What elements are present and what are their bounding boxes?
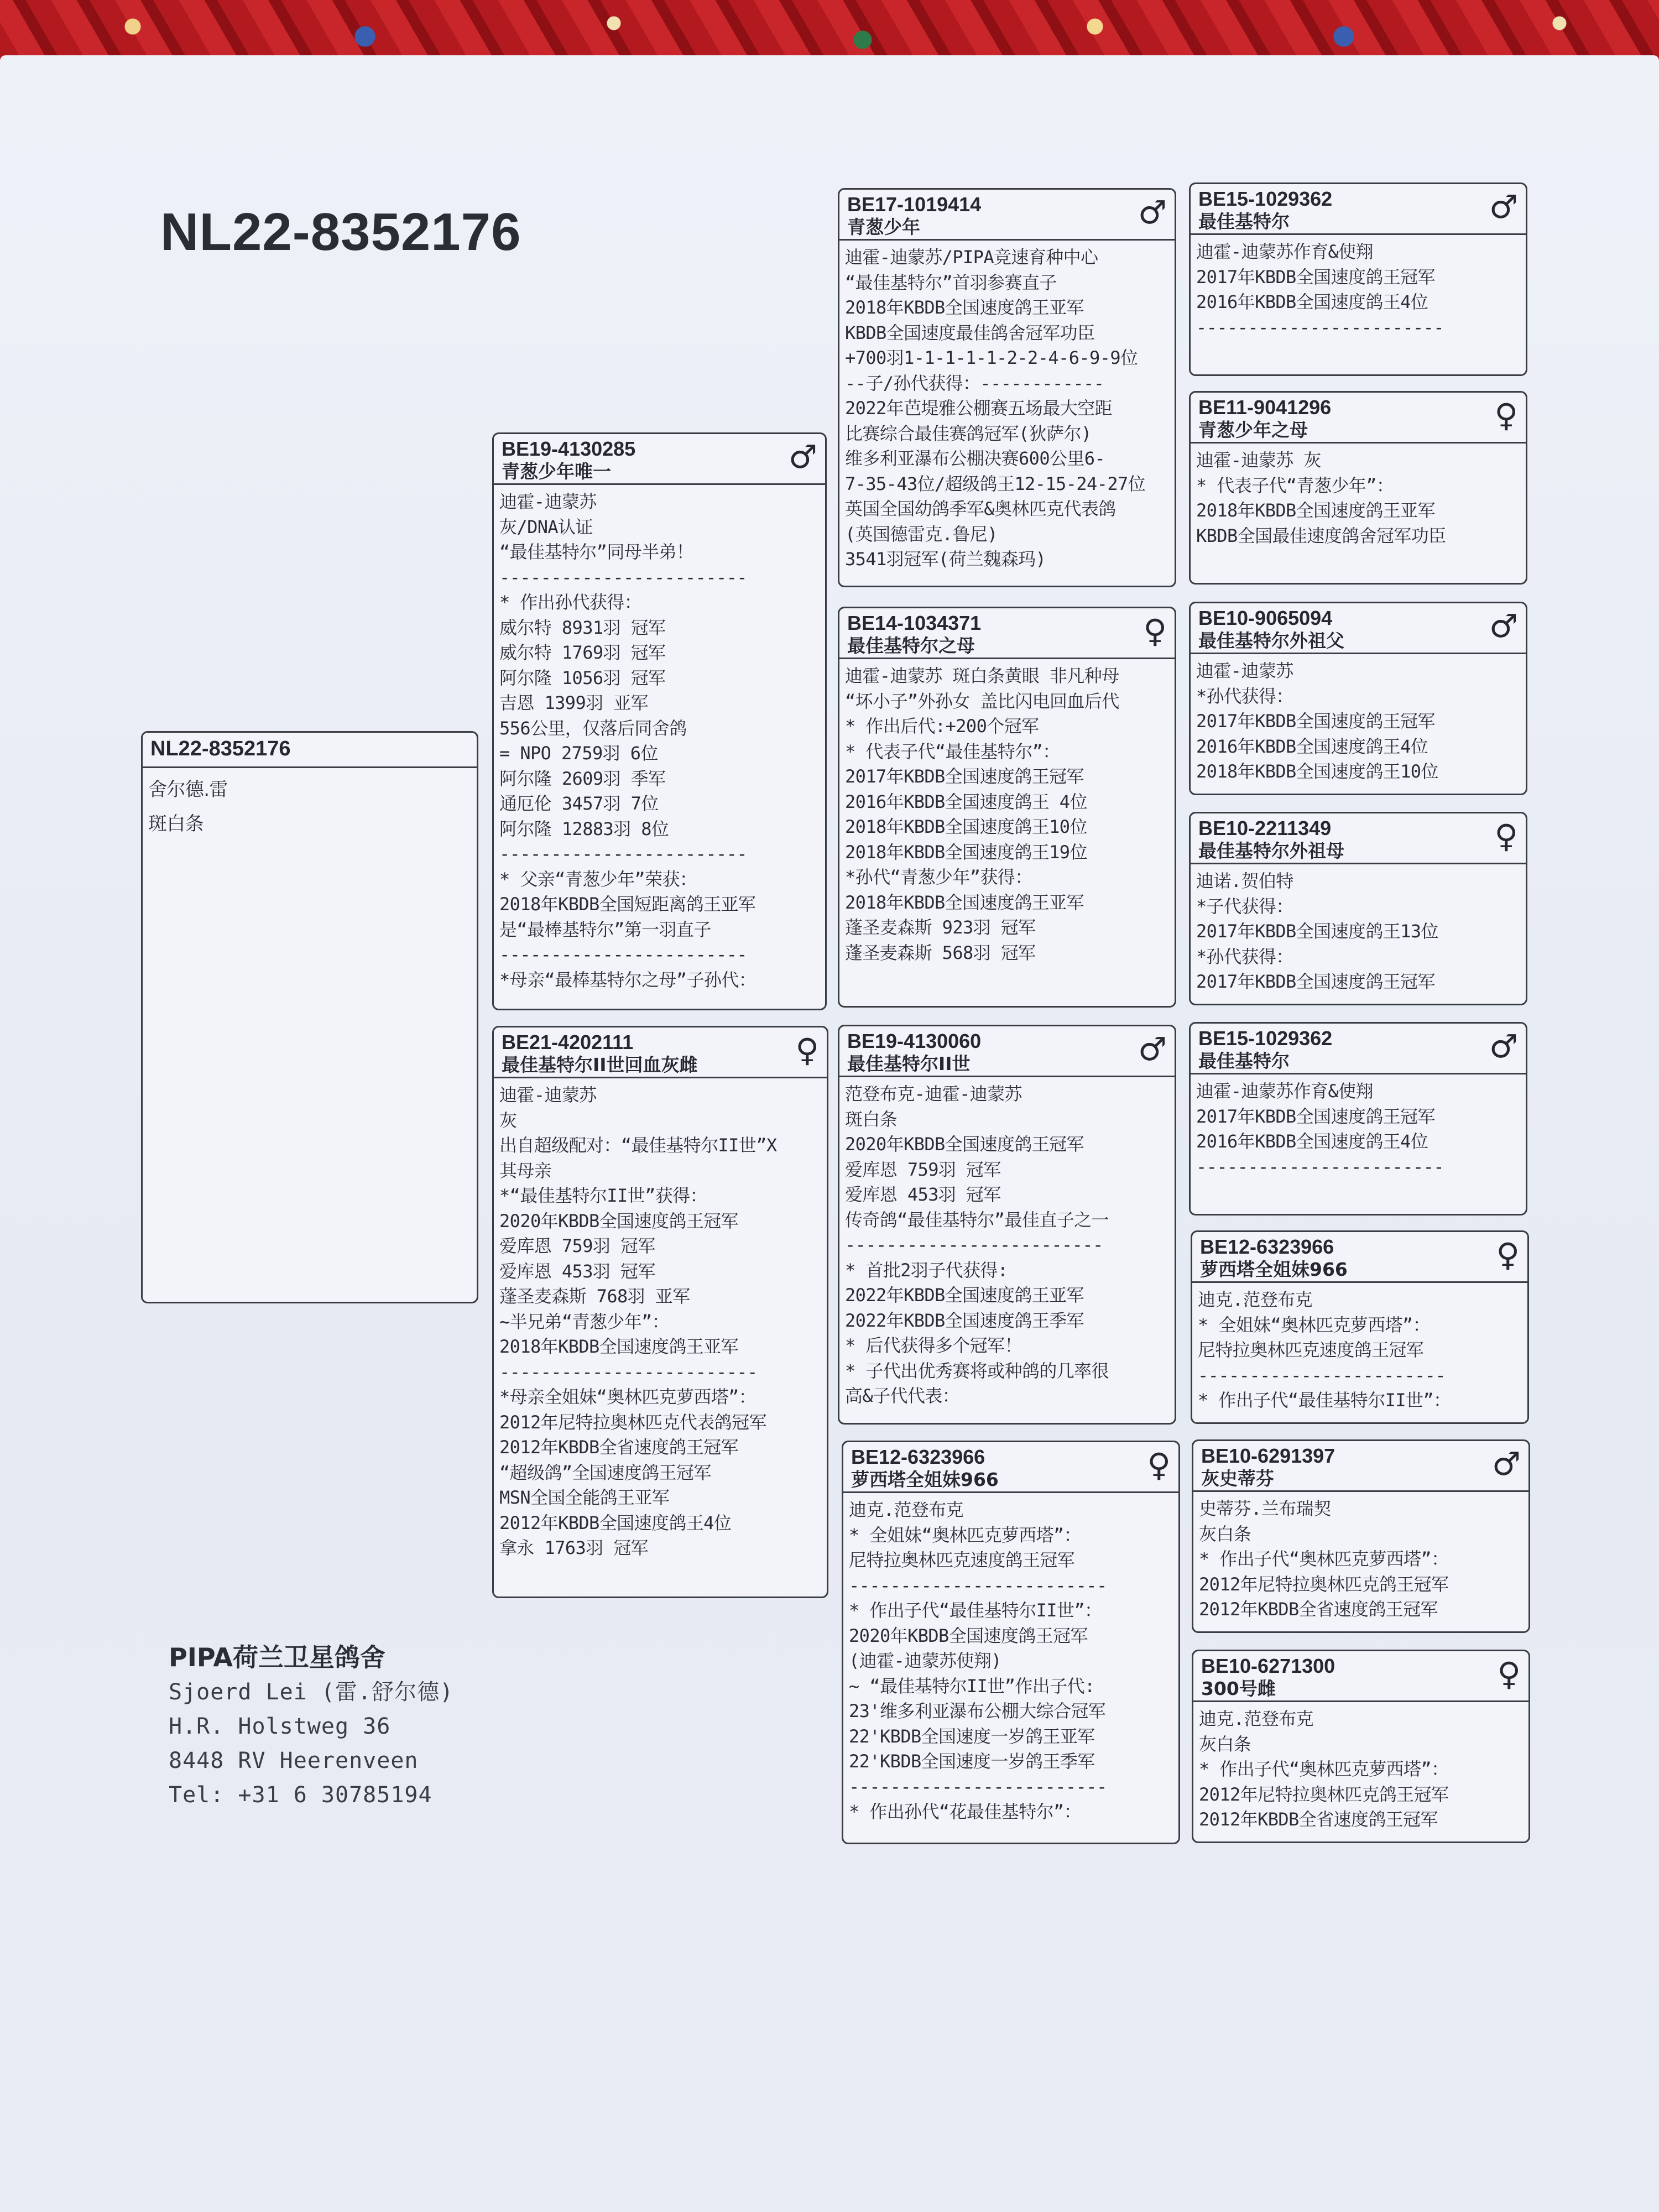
subject-card [141, 731, 478, 1303]
breeder-street: H.R. Holstweg 36 [169, 1714, 391, 1739]
subject-color: 斑白条 [148, 813, 204, 835]
pedigree-text-line: * 首批2羽子代获得: [845, 1259, 1008, 1281]
pedigree-text-line: 蓬圣麦森斯 568羽 冠军 [845, 942, 1036, 963]
pedigree-text-line: 灰白条 [1199, 1523, 1251, 1545]
dam-sire-card [838, 1025, 1176, 1425]
pedigree-text-line: 迪霍-迪蒙苏 [1196, 660, 1293, 681]
female-symbol-icon: ♀ [1143, 612, 1167, 650]
pigeon-card-body [494, 485, 825, 993]
pigeon-card-body [1191, 864, 1526, 995]
pedigree-text-line: 威尔特 1769羽 冠军 [499, 642, 666, 663]
pedigree-text-line: 吉恩 1399羽 亚军 [499, 692, 648, 713]
pedigree-text-line: 22'KBDB全国速度一岁鸽王季军 [849, 1751, 1095, 1772]
pedigree-text-line: *子代获得： [1196, 895, 1293, 917]
ring-number: BE12-6323966 [1200, 1235, 1334, 1258]
pedigree-text-line: 迪克.范登布克 [1198, 1289, 1313, 1310]
pedigree-text-line: 22'KBDB全国速度一岁鸽王亚军 [849, 1725, 1095, 1747]
pigeon-card-body [839, 241, 1175, 572]
pedigree-text-line: 比赛综合最佳赛鸽冠军(狄萨尔) [845, 422, 1092, 444]
pedigree-text-line: 2020年KBDB全国速度鸽王冠军 [845, 1134, 1084, 1155]
pigeon-card-body [843, 1493, 1178, 1825]
dam-card [492, 1026, 828, 1598]
pigeon-name: 最佳基特尔外祖母 [1198, 840, 1344, 862]
ring-number: BE14-1034371 [847, 612, 982, 634]
pedigree-text-line: 其母亲 [499, 1160, 552, 1181]
breeder-info [169, 1640, 453, 1812]
pedigree-text-line: 爱库恩 453羽 冠军 [499, 1260, 655, 1282]
pedigree-text-line: 2016年KBDB全国速度鸽王4位 [1196, 291, 1428, 312]
pedigree-text-line: * 作出孙代获得： [499, 592, 642, 613]
pedigree-text-line: 2017年KBDB全国速度鸽王冠军 [1196, 711, 1435, 732]
pedigree-text-line: (英国德雷克.鲁尼) [845, 523, 998, 545]
pedigree-text-line: 2012年KBDB全省速度鸽王冠军 [1199, 1599, 1438, 1620]
dam-dam-dam-card [1192, 1650, 1530, 1843]
pedigree-text-line: 维多利亚瀑布公棚决赛600公里6- [845, 448, 1105, 469]
pedigree-text-line: ------------------------ [499, 566, 747, 588]
pigeon-name: 青葱少年 [847, 216, 920, 238]
pedigree-text-line: 2012年尼特拉奥林匹克鸽王冠军 [1199, 1573, 1449, 1595]
male-symbol-icon: ♂ [1138, 194, 1167, 231]
pedigree-text-line: * 子代出优秀赛将或种鸽的几率很 [845, 1360, 1109, 1381]
pigeon-card-header [1191, 1024, 1526, 1074]
pedigree-text-line: 2017年KBDB全国速度鸽王冠军 [1196, 971, 1435, 992]
pedigree-text-line: 迪克.范登布克 [1199, 1708, 1314, 1729]
pedigree-text-line: 2020年KBDB全国速度鸽王冠军 [849, 1625, 1088, 1646]
pedigree-text-line: 范登布克-迪霍-迪蒙苏 [845, 1083, 1022, 1104]
pedigree-text-line: 阿尔隆 12883羽 8位 [499, 818, 669, 839]
pigeon-name: 最佳基特尔之母 [847, 635, 975, 656]
subject-card-body [143, 768, 477, 841]
subject-ring-number: NL22-8352176 [150, 737, 291, 760]
female-symbol-icon: ♀ [1497, 1655, 1521, 1693]
pedigree-text-line: 2017年KBDB全国速度鸽王13位 [1196, 921, 1438, 942]
pedigree-text-line: 阿尔隆 1056羽 冠军 [499, 667, 666, 688]
pedigree-text-line: 2022年芭堤雅公棚赛五场最大空距 [845, 398, 1112, 419]
pedigree-text-line: * 作出孙代“花最佳基特尔”： [849, 1801, 1082, 1822]
pigeon-name: 最佳基特尔II世 [847, 1053, 971, 1074]
sire-card [492, 432, 827, 1010]
pedigree-text-line: 2018年KBDB全国速度鸽王亚军 [1196, 500, 1435, 521]
pigeon-card-header [494, 1027, 827, 1078]
pigeon-card-body [1193, 1492, 1528, 1623]
breeder-city: 8448 RV Heerenveen [169, 1748, 419, 1773]
pedigree-text-line: 迪霍-迪蒙苏 灰 [1196, 450, 1321, 471]
pedigree-text-line: ------------------------ [1196, 316, 1444, 338]
pedigree-text-line: 传奇鸽“最佳基特尔”最佳直子之一 [845, 1209, 1109, 1230]
ring-number: BE15-1029362 [1198, 187, 1333, 210]
pedigree-text-line: 2016年KBDB全国速度鸽王4位 [1196, 1131, 1428, 1152]
female-symbol-icon: ♀ [795, 1031, 819, 1069]
sire-sire-dam-card [1189, 391, 1527, 585]
pigeon-card-header [1191, 603, 1526, 654]
subject-breeder: 舍尔德.雷 [148, 779, 228, 801]
dam-sire-dam-card [1191, 1230, 1529, 1424]
pigeon-card-header [1193, 1651, 1528, 1702]
pedigree-text-line: ------------------------ [499, 843, 747, 864]
pedigree-text-line: 爱库恩 759羽 冠军 [499, 1235, 655, 1256]
dam-dam-sire-card [1192, 1439, 1530, 1633]
pedigree-text-line: 2018年KBDB全国速度鸽王19位 [845, 841, 1087, 863]
sire-dam-dam-card [1189, 812, 1527, 1005]
page-title: NL22-8352176 [160, 202, 521, 262]
sire-sire-card [838, 188, 1176, 587]
sire-dam-card [838, 607, 1176, 1008]
male-symbol-icon: ♂ [1492, 1445, 1521, 1483]
pigeon-name: 300号雌 [1201, 1678, 1276, 1699]
pigeon-card-header [1193, 1441, 1528, 1492]
pedigree-text-line: 迪克.范登布克 [849, 1499, 964, 1520]
pedigree-text-line: 爱库恩 759羽 冠军 [845, 1159, 1001, 1180]
ring-number: BE10-6291397 [1201, 1444, 1335, 1467]
ring-number: BE15-1029362 [1198, 1027, 1333, 1050]
pedigree-text-line: 23'维多利亚瀑布公棚大综合冠军 [849, 1700, 1106, 1721]
pedigree-text-line: 7-35-43位/超级鸽王12-15-24-27位 [845, 473, 1146, 494]
pedigree-text-line: *母亲“最棒基特尔之母”子孙代： [499, 969, 757, 990]
pedigree-text-line: 是“最棒基特尔”第一羽直子 [499, 919, 711, 940]
pedigree-text-line: 英国全国幼鸽季军&奥林匹克代表鸽 [845, 498, 1116, 519]
pedigree-text-line: *母亲全姐妹“奥林匹克萝西塔”： [499, 1386, 757, 1407]
pedigree-text-line: 迪霍-迪蒙苏作育&使翔 [1196, 241, 1373, 262]
pigeon-card-header [1191, 393, 1526, 444]
pedigree-text-line: 威尔特 8931羽 冠军 [499, 617, 666, 638]
male-symbol-icon: ♂ [1489, 188, 1518, 226]
pedigree-text-line: 灰白条 [1199, 1733, 1251, 1755]
pedigree-text-line: * 父亲“青葱少年”荣获： [499, 868, 697, 890]
pedigree-text-line: ------------------------ [499, 944, 747, 965]
pedigree-text-line: * 作出子代“奥林匹克萝西塔”： [1199, 1548, 1449, 1569]
pigeon-name: 青葱少年之母 [1198, 419, 1308, 441]
pedigree-text-line: 2012年KBDB全省速度鸽王冠军 [1199, 1809, 1438, 1830]
pedigree-text-line: 2017年KBDB全国速度鸽王冠军 [1196, 1105, 1435, 1127]
pedigree-text-line: 高&子代代表： [845, 1385, 960, 1406]
pedigree-text-line: 2018年KBDB全国速度鸽王亚军 [845, 891, 1084, 913]
female-symbol-icon: ♀ [1147, 1446, 1171, 1484]
sire-dam-sire-card [1189, 602, 1527, 795]
male-symbol-icon: ♂ [1489, 1027, 1518, 1065]
pedigree-text-line: 蓬圣麦森斯 923羽 冠军 [845, 917, 1036, 938]
pedigree-text-line: 通厄伦 3457羽 7位 [499, 793, 659, 814]
ring-number: BE12-6323966 [851, 1446, 985, 1468]
pedigree-text-line: 2020年KBDB全国速度鸽王冠军 [499, 1210, 738, 1232]
pigeon-card-body [839, 659, 1175, 966]
pedigree-text-line: --子/孙代获得：------------ [845, 372, 1104, 394]
pedigree-text-line: 迪霍-迪蒙苏 [499, 1084, 597, 1105]
pedigree-text-line: 灰 [499, 1109, 517, 1131]
pigeon-card-header [839, 608, 1175, 659]
pedigree-text-line: 尼特拉奥林匹克速度鸽王冠军 [1198, 1339, 1424, 1360]
pedigree-text-line: 阿尔隆 2609羽 季军 [499, 768, 666, 789]
pedigree-text-line: “最佳基特尔”首羽参赛直子 [845, 272, 1057, 293]
ring-number: BE19-4130285 [502, 437, 636, 460]
pedigree-text-line: “坏小子”外孙女 盖比闪电回血后代 [845, 690, 1119, 712]
ring-number: BE10-2211349 [1198, 817, 1332, 839]
pedigree-text-line: 3541羽冠军(荷兰魏森玛) [845, 549, 1046, 570]
pedigree-text-line: (迪霍-迪蒙苏使翔) [849, 1650, 1001, 1671]
pedigree-text-line: ~ “最佳基特尔II世”作出子代: [849, 1675, 1095, 1697]
pedigree-text-line: * 作出后代:+200个冠军 [845, 716, 1039, 737]
pedigree-text-line: 斑白条 [845, 1108, 898, 1130]
breeder-phone: Tel: +31 6 30785194 [169, 1782, 432, 1808]
pigeon-card-body [1191, 654, 1526, 785]
pigeon-card-body [1191, 235, 1526, 340]
pedigree-text-line: 拿永 1763羽 冠军 [499, 1537, 648, 1558]
pigeon-name: 青葱少年唯一 [502, 461, 611, 482]
ring-number: BE17-1019414 [847, 193, 982, 216]
pedigree-text-line: 灰/DNA认证 [499, 516, 593, 538]
pedigree-text-line: *孙代获得： [1196, 946, 1293, 967]
pedigree-text-line: 2012年KBDB全省速度鸽王冠军 [499, 1437, 738, 1458]
pedigree-text-line: 2018年KBDB全国速度鸽王亚军 [845, 297, 1084, 318]
pigeon-card-body [494, 1078, 827, 1561]
pedigree-text-line: 2016年KBDB全国速度鸽王4位 [1196, 735, 1428, 757]
breeder-owner: Sjoerd Lei (雷.舒尔德) [169, 1679, 454, 1705]
pedigree-text-line: “超级鸽”全国速度鸽王冠军 [499, 1462, 711, 1483]
pigeon-name: 最佳基特尔II世回血灰雌 [502, 1054, 698, 1076]
female-symbol-icon: ♀ [1496, 1236, 1520, 1274]
pigeon-card-header [1192, 1232, 1527, 1283]
pedigree-text-line: ------------------------- [845, 1234, 1103, 1255]
ring-number: BE10-6271300 [1201, 1655, 1335, 1677]
pedigree-text-line: ------------------------ [1198, 1364, 1446, 1386]
pedigree-text-line: +700羽1-1-1-1-1-2-2-4-6-9-9位 [845, 347, 1138, 368]
dam-sire-sire-card [1189, 1022, 1527, 1215]
pedigree-text-line: 迪霍-迪蒙苏 斑白条黄眼 非凡种母 [845, 665, 1119, 686]
pedigree-text-line: KBDB全国速度最佳鸽舍冠军功臣 [845, 322, 1095, 343]
pigeon-card-header [843, 1442, 1178, 1493]
pedigree-text-line: 2016年KBDB全国速度鸽王 4位 [845, 791, 1087, 812]
pedigree-text-line: ------------------------- [849, 1574, 1107, 1596]
pedigree-text-line: 爱库恩 453羽 冠军 [845, 1184, 1001, 1205]
pigeon-card-body [1191, 1074, 1526, 1180]
pedigree-text-line: KBDB全国最佳速度鸽舍冠军功臣 [1196, 525, 1446, 546]
pedigree-text-line: 迪霍-迪蒙苏作育&使翔 [1196, 1081, 1373, 1102]
pedigree-text-line: 史蒂芬.兰布瑞契 [1199, 1498, 1331, 1519]
pedigree-text-line: *孙代“青葱少年”获得： [845, 867, 1032, 888]
pigeon-card-header [839, 1026, 1175, 1077]
pedigree-text-line: * 代表子代“青葱少年”： [1196, 474, 1394, 496]
pigeon-name: 最佳基特尔外祖父 [1198, 630, 1344, 651]
pigeon-name: 萝西塔全姐妹966 [851, 1469, 999, 1490]
pigeon-name: 萝西塔全姐妹966 [1200, 1259, 1348, 1280]
pedigree-text-line: * 全姐妹“奥林匹克萝西塔”： [1198, 1314, 1431, 1335]
pedigree-text-line: 蓬圣麦森斯 768羽 亚军 [499, 1286, 690, 1307]
pedigree-text-line: 2022年KBDB全国速度鸽王季军 [845, 1310, 1084, 1331]
pedigree-text-line: *孙代获得： [1196, 685, 1293, 707]
pedigree-text-line: *“最佳基特尔II世”获得： [499, 1185, 707, 1206]
female-symbol-icon: ♀ [1494, 397, 1518, 434]
pigeon-card-header [839, 190, 1175, 241]
male-symbol-icon: ♂ [1138, 1030, 1167, 1068]
pigeon-name: 灰史蒂芬 [1201, 1468, 1274, 1489]
pedigree-text-line: 2012年尼特拉奥林匹克代表鸽冠军 [499, 1411, 766, 1433]
pedigree-text-line: 2022年KBDB全国速度鸽王亚军 [845, 1285, 1084, 1306]
pedigree-text-line: 迪诺.贺伯特 [1196, 870, 1293, 891]
dam-dam-card [842, 1441, 1180, 1844]
pedigree-text-line: 2012年KBDB全国速度鸽王4位 [499, 1512, 732, 1533]
female-symbol-icon: ♀ [1494, 817, 1518, 855]
pedigree-text-line: ------------------------- [499, 1361, 758, 1383]
pedigree-text-line: 迪霍-迪蒙苏 [499, 491, 597, 512]
subject-card-header [143, 733, 477, 768]
pedigree-text-line: * 作出子代“最佳基特尔II世”： [849, 1600, 1102, 1621]
pigeon-name: 最佳基特尔 [1198, 211, 1290, 232]
pigeon-card-body [1193, 1702, 1528, 1833]
pedigree-text-line: “最佳基特尔”同母半弟！ [499, 541, 694, 562]
pedigree-text-line: 2018年KBDB全国速度鸽王亚军 [499, 1336, 738, 1357]
male-symbol-icon: ♂ [789, 438, 817, 476]
pedigree-text-line: 出自超级配对：“最佳基特尔II世”X [499, 1135, 777, 1156]
pigeon-card-header [1191, 184, 1526, 235]
pedigree-text-line: 2017年KBDB全国速度鸽王冠军 [845, 766, 1084, 787]
pedigree-text-line: ------------------------- [849, 1776, 1107, 1797]
pedigree-text-line: 2012年尼特拉奥林匹克鸽王冠军 [1199, 1783, 1449, 1805]
pedigree-text-line: ------------------------ [1196, 1156, 1444, 1177]
pedigree-text-line: = NPO 2759羽 6位 [499, 743, 658, 764]
pigeon-card-body [839, 1077, 1175, 1409]
pigeon-card-header [494, 434, 825, 485]
pedigree-text-line: 2017年KBDB全国速度鸽王冠军 [1196, 266, 1435, 288]
pigeon-card-header [1191, 813, 1526, 864]
pigeon-name: 最佳基特尔 [1198, 1050, 1290, 1072]
ring-number: BE10-9065094 [1198, 607, 1333, 629]
pedigree-text-line: 迪霍-迪蒙苏/PIPA竞速育种中心 [845, 247, 1098, 268]
male-symbol-icon: ♂ [1489, 607, 1518, 645]
pedigree-text-line: * 全姐妹“奥林匹克萝西塔”： [849, 1524, 1082, 1546]
pigeon-card-body [1191, 444, 1526, 549]
ring-number: BE11-9041296 [1198, 396, 1332, 419]
pedigree-text-line: * 后代获得多个冠军！ [845, 1335, 1022, 1356]
breeder-loft-name: PIPA荷兰卫星鸽舍 [169, 1642, 385, 1672]
pedigree-text-line: 2018年KBDB全国短距离鸽王亚军 [499, 894, 756, 915]
pedigree-text-line: ~半兄弟“青葱少年”： [499, 1311, 670, 1332]
pedigree-text-line: 556公里，仅落后同舍鸽 [499, 717, 687, 739]
ring-number: BE21-4202111 [502, 1031, 634, 1053]
pedigree-text-line: 2018年KBDB全国速度鸽王10位 [845, 816, 1087, 837]
ring-number: BE19-4130060 [847, 1030, 982, 1052]
pedigree-text-line: 2018年KBDB全国速度鸽王10位 [1196, 761, 1438, 782]
pigeon-card-body [1192, 1283, 1527, 1413]
pedigree-text-line: * 代表子代“最佳基特尔”： [845, 740, 1060, 762]
pedigree-text-line: * 作出子代“奥林匹克萝西塔”： [1199, 1759, 1449, 1780]
pedigree-text-line: MSN全国全能鸽王亚军 [499, 1487, 670, 1508]
sire-sire-sire-card [1189, 182, 1527, 376]
pedigree-text-line: 尼特拉奥林匹克速度鸽王冠军 [849, 1550, 1075, 1571]
pedigree-text-line: * 作出子代“最佳基特尔II世”： [1198, 1390, 1451, 1411]
